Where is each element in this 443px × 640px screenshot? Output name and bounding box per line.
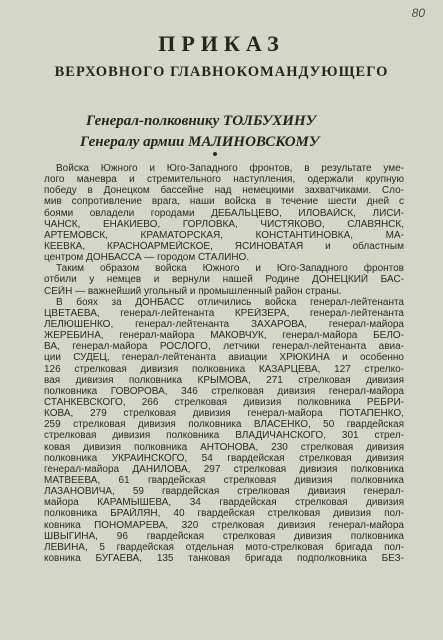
body-line: ковника ПОНОМАРЕВА, 320 стрелковая дивизия генерал-майора — [44, 519, 404, 531]
page-number: 80 — [411, 6, 425, 20]
body-line: победу в Донецком бассейне над немецкими захватчиками. Сло- — [44, 185, 404, 197]
body-line: ЛЕВИНА, 5 гвардейская отдельная мото-стрелковая бригада пол- — [44, 541, 404, 553]
body-line: МАТВЕЕВА, 61 гвардейская стрелковая дивизия полковника — [44, 474, 404, 486]
body-line: КОВА, 279 стрелковая дивизия генерал-майора ПОТАПЕНКО, — [44, 408, 404, 420]
body-line: 259 стрелковая дивизия полковника ВЛАСЕНКО, 50 гвардейская — [44, 419, 404, 431]
body-line: ковая дивизия полковника АНТОНОВА, 230 стрелковая дивизия — [44, 441, 404, 453]
body-line: ВА, генерал-майора РОСЛОГО, летчики генерал-лейтенанта авиа- — [44, 341, 404, 353]
body-line: ЖЕРЕБИНА, генерал-майора МАКОВЧУК, генерал-майора БЕЛО- — [44, 330, 404, 342]
body-line: ЛЕЛЮШЕНКО, генерал-лейтенанта ЗАХАРОВА, генерал-майора — [44, 318, 404, 330]
body-line: лого маневра и стремительного наступления, одержали крупную — [44, 174, 404, 186]
body-line: 126 стрелковая дивизия полковника КАЗАРЦЕВА, 127 стрелко- — [44, 363, 404, 375]
body-line: ЧАНСК, ЕНАКИЕВО, ГОРЛОВКА, ЧИСТЯКОВО, СЛАВЯНСК, — [44, 218, 404, 230]
body-line: полковника ГОВОРОВА, 346 стрелковая дивизия генерал-майора — [44, 385, 404, 397]
body-line: ции СУДЕЦ, генерал-лейтенанта авиации ХРЮКИНА и особенно — [44, 352, 404, 364]
body-line: ЛАЗАНОВИЧА, 59 гвардейская стрелковая дивизия генерал- — [44, 486, 404, 498]
body-line: полковника УКРАИНСКОГО, 54 гвардейская стрелковая дивизия — [44, 452, 404, 464]
body-line: Таким образом войска Южного и Юго-Западного фронтов — [56, 263, 404, 275]
addressee-malinovsky: Генералу армии МАЛИНОВСКОМУ — [80, 134, 320, 150]
document-subtitle: ВЕРХОВНОГО ГЛАВНОКОМАНДУЮЩЕГО — [54, 64, 389, 80]
body-line: стрелковая дивизия полковника ВЛАДИЧАНСКОГО, 301 стрел- — [44, 430, 404, 442]
document-title: ПРИКАЗ — [158, 31, 285, 56]
document-body — [44, 163, 404, 564]
body-line: ЦВЕТАЕВА, генерал-лейтенанта КРЕЙЗЕРА, генерал-лейтенанта — [44, 307, 404, 319]
body-line: боями овладели городами ДЕБАЛЬЦЕВО, ИЛОВАЙСК, ЛИСИ- — [44, 207, 404, 219]
body-line: центром ДОНБАССА — городом СТАЛИНО. — [44, 252, 250, 264]
body-line: КЕЕВКА, КРАСНОАРМЕЙСКОЕ, ЯСИНОВАТАЯ и областным — [44, 240, 404, 252]
addressee-tolbukhin: Генерал-полковнику ТОЛБУХИНУ — [86, 113, 317, 129]
body-line: вая дивизия полковника КРЫМОВА, 271 стрелковая дивизия — [44, 374, 404, 386]
body-line: Войска Южного и Юго-Западного фронтов, в результате уме- — [56, 163, 404, 174]
body-line: СЕЙН — важнейший угольный и промышленный район страны. — [44, 285, 342, 297]
body-line: мив сопротивление врага, наши войска в течение шести дней с — [44, 196, 404, 208]
separator-dot — [213, 152, 217, 156]
body-line: майора КАРАМЫШЕВА, 34 гвардейская стрелковая дивизия — [44, 497, 404, 509]
body-line: СТАНКЕВСКОГО, 266 стрелковая дивизия полковника РЕБРИ- — [44, 396, 404, 408]
body-line: полковника БРАЙЛЯН, 40 гвардейская стрелковая дивизия пол- — [44, 508, 404, 520]
body-line: генерал-майора ДАНИЛОВА, 297 стрелковая дивизия полковника — [44, 463, 404, 475]
body-line: отбили у немцев и вернули нашей Родине ДОНЕЦКИЙ БАС- — [44, 274, 404, 286]
body-line: ШВЫГИНА, 96 гвардейская стрелковая дивизия полковника — [44, 530, 404, 542]
body-line: ковника БУГАЕВА, 135 танковая бригада подполковника БЕЗ- — [44, 552, 404, 564]
body-line: АРТЕМОВСК, КРАМАТОРСКАЯ, КОНСТАНТИНОВКА, МА- — [44, 229, 404, 241]
body-line: В боях за ДОНБАСС отличились войска генерал-лейтенанта — [56, 296, 404, 308]
